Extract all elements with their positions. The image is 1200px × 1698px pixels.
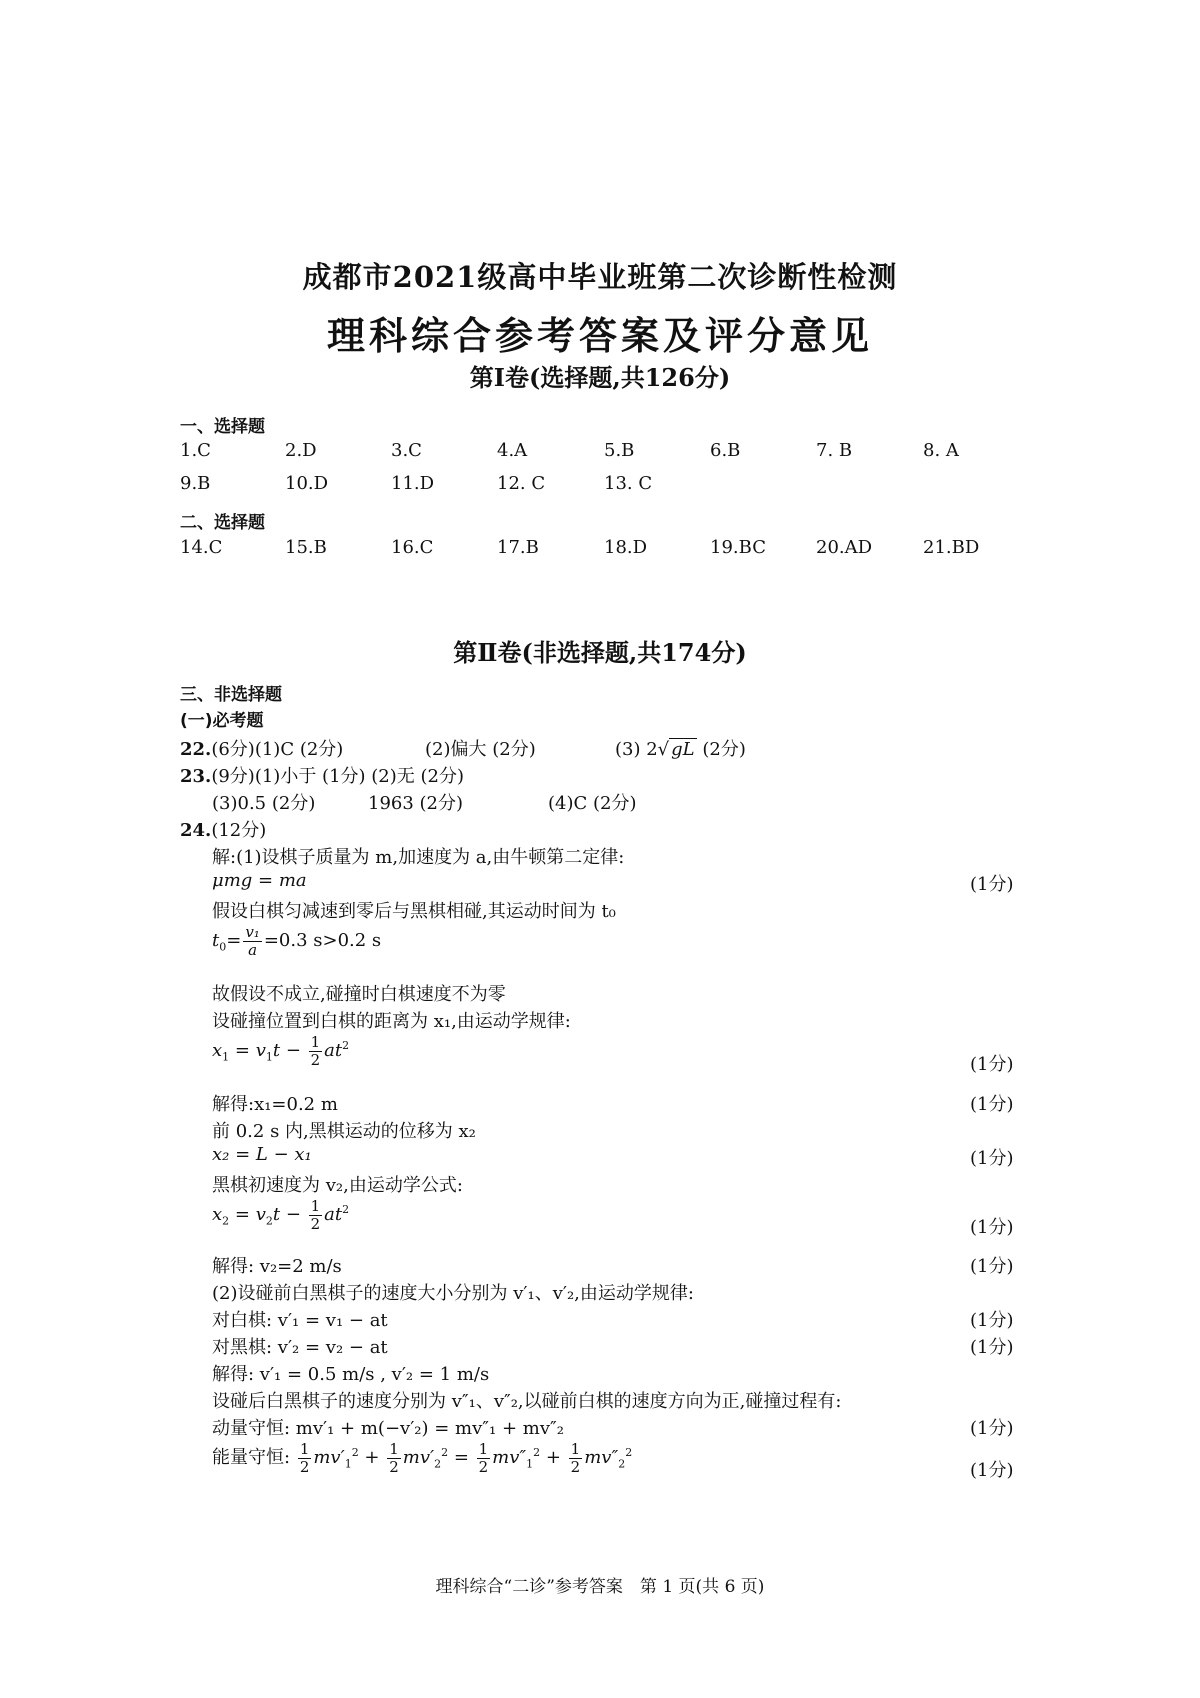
answer-19: 19.BC xyxy=(710,537,766,558)
q24-points: (12分) xyxy=(211,820,267,841)
q24-score-6: (1分) xyxy=(970,1256,1014,1277)
answer-8: 8. A xyxy=(923,440,959,461)
answer-1: 1.C xyxy=(180,440,211,461)
answer-14: 14.C xyxy=(180,537,223,558)
answer-12: 12. C xyxy=(497,473,546,494)
part2-heading: 第Ⅱ卷(非选择题,共174分) xyxy=(453,638,747,667)
q24-l6: 设碰撞位置到白棋的距离为 x₁,由运动学规律: xyxy=(212,1011,571,1032)
q24-score-5: (1分) xyxy=(970,1217,1014,1238)
q24-score-8: (1分) xyxy=(970,1337,1014,1358)
q22-sqrt: gL xyxy=(671,739,695,760)
q24-score-4: (1分) xyxy=(970,1148,1014,1169)
q24-l14: (2)设碰前白黑棋子的速度大小分别为 v′₁、v′₂,由运动学规律: xyxy=(212,1283,694,1304)
answer-9: 9.B xyxy=(180,473,211,494)
answer-20: 20.AD xyxy=(816,537,873,558)
q24-l10: x₂ = L − x₁ xyxy=(212,1144,312,1165)
q22-part1: (6分)(1)C (2分) xyxy=(211,739,344,760)
q24-l9: 前 0.2 s 内,黑棋运动的位移为 x₂ xyxy=(212,1121,476,1142)
q22-part3-score: (2分) xyxy=(696,739,746,760)
q24-l18: 设碰后白黑棋子的速度分别为 v″₁、v″₂,以碰前白棋的速度方向为正,碰撞过程有: xyxy=(212,1391,842,1412)
page-footer: 理科综合“二诊”参考答案 第 1 页(共 6 页) xyxy=(435,1577,765,1597)
q22-part2: (2)偏大 (2分) xyxy=(425,739,536,760)
answer-18: 18.D xyxy=(604,537,648,558)
answer-16: 16.C xyxy=(391,537,434,558)
q24-l11: 黑棋初速度为 v₂,由运动学公式: xyxy=(212,1175,463,1196)
answer-21: 21.BD xyxy=(923,537,980,558)
q24-l7: $x_1 = v_1t$ − $\frac{1}{2}$ $at^2$ xyxy=(212,1033,350,1069)
part1-heading: 第Ⅰ卷(选择题,共126分) xyxy=(469,363,731,392)
q24-l1: 解:(1)设棋子质量为 m,加速度为 a,由牛顿第二定律: xyxy=(212,847,625,868)
q23-line2a: (3)0.5 (2分) xyxy=(212,793,316,814)
q24-l17: 解得: v′₁ = 0.5 m/s , v′₂ = 1 m/s xyxy=(212,1364,490,1385)
q24-score-1: (1分) xyxy=(970,874,1014,895)
answer-4: 4.A xyxy=(497,440,528,461)
q24-l3: 假设白棋匀减速到零后与黑棋相碰,其运动时间为 t₀ xyxy=(212,901,616,922)
answer-13: 13. C xyxy=(604,473,653,494)
answer-5: 5.B xyxy=(604,440,635,461)
q24-heading xyxy=(180,816,266,842)
q22-part3: (3) 2√ gL (2分) xyxy=(615,739,746,760)
q22-line xyxy=(180,735,343,761)
document-subtitle: 理科综合参考答案及评分意见 xyxy=(326,313,873,358)
q24-score-9: (1分) xyxy=(970,1418,1014,1439)
q24-l8: 解得:x₁=0.2 m xyxy=(212,1094,338,1115)
q24-l13: 解得: v₂=2 m/s xyxy=(212,1256,342,1277)
q24-l19: 动量守恒: mv′₁ + m(−v′₂) = mv″₁ + mv″₂ xyxy=(212,1418,564,1439)
answer-10: 10.D xyxy=(285,473,329,494)
q22-part3-prefix: (3) 2 xyxy=(615,739,658,760)
answer-11: 11.D xyxy=(391,473,435,494)
q24-score-3: (1分) xyxy=(970,1094,1014,1115)
q24-l12-half: $\frac{1}{2}$ xyxy=(310,1197,321,1233)
q24-l2: μmg = ma xyxy=(212,870,307,891)
q23-line1 xyxy=(180,762,464,788)
answer-15: 15.B xyxy=(285,537,327,558)
q24-score-2: (1分) xyxy=(970,1054,1014,1075)
document-title: 成都市2021级高中毕业班第二次诊断性检测 xyxy=(302,260,898,294)
q24-l12: $x_2 = v_2t$ − $\frac{1}{2}$ $at^2$ xyxy=(212,1197,350,1233)
group2-label: 二、选择题 xyxy=(180,513,265,533)
answer-2: 2.D xyxy=(285,440,317,461)
answer-17: 17.B xyxy=(497,537,539,558)
q24-number: 24. xyxy=(180,820,212,841)
q23-line2c: (4)C (2分) xyxy=(548,793,637,814)
group1-label: 一、选择题 xyxy=(180,417,265,437)
answer-7: 7. B xyxy=(816,440,853,461)
q23-line2b: 1963 (2分) xyxy=(368,793,464,814)
q22-number: 22. xyxy=(180,739,212,760)
q24-l4: $t_0=$ $\frac{\text{v₁}}{a}$ =0.3 s>0.2 s xyxy=(212,923,382,959)
q23-number: 23. xyxy=(180,766,212,787)
q24-l4-fraction: $\frac{\text{v₁}}{a}$ xyxy=(245,923,260,959)
answer-6: 6.B xyxy=(710,440,741,461)
answer-3: 3.C xyxy=(391,440,422,461)
q24-l5: 故假设不成立,碰撞时白棋速度不为零 xyxy=(212,984,506,1005)
q23-text1: (9分)(1)小于 (1分) (2)无 (2分) xyxy=(211,766,464,787)
q24-l7-half: $\frac{1}{2}$ xyxy=(310,1033,321,1069)
required-label: (一)必考题 xyxy=(180,711,264,731)
section3-label: 三、非选择题 xyxy=(180,685,282,705)
q24-l16: 对黑棋: v′₂ = v₂ − at xyxy=(212,1337,388,1358)
q24-l20: 能量守恒: $\frac{1}{2}$ $mv'_1^2$ + $\frac{1}{2}$ $mv'_2^2$ = $\frac{1}{2}$ $mv''_1^2$ + $\frac{1}{2}$ $mv''_2^2$ xyxy=(212,1440,633,1476)
q24-l15: 对白棋: v′₁ = v₁ − at xyxy=(212,1310,388,1331)
q24-score-10: (1分) xyxy=(970,1460,1014,1481)
q24-score-7: (1分) xyxy=(970,1310,1014,1331)
